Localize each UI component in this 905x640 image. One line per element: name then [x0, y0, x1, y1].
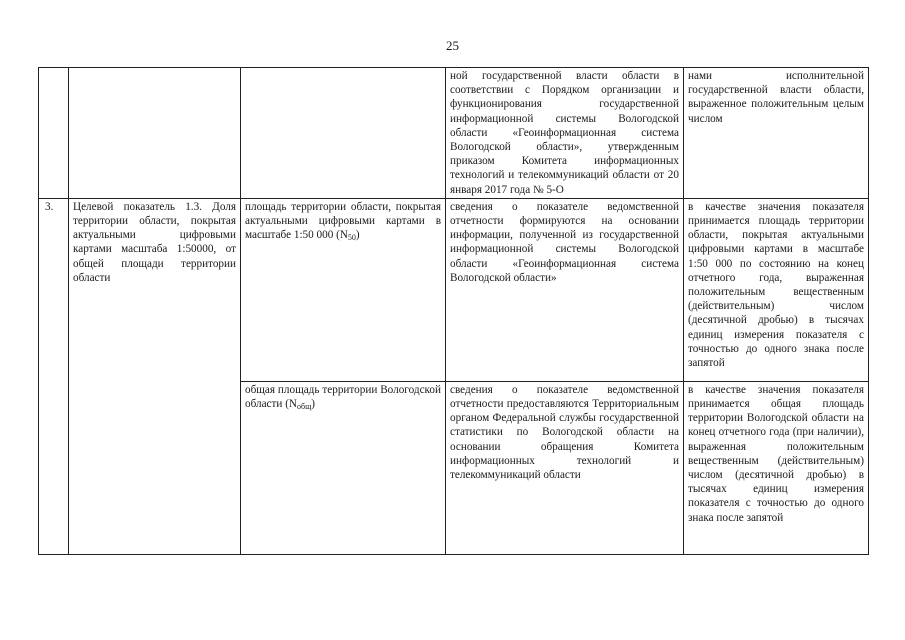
indicator-cell: Целевой показатель 1.3. Доля территории области, покрытая актуальными цифровыми картами масштаба 1:50000, от общей площади территории области	[69, 198, 241, 554]
source-cell: ной государственной власти области в соответствии с Порядком организации и функционирования государственной информационной системы Вологодской области «Геоинформационная система Вологодской области», утвержденным приказом Комитета информационных технологий и телекоммуникаций области от 20 января 2017 года № 5-О	[446, 68, 684, 199]
component-close: )	[355, 229, 360, 242]
method-cell: нами исполнительной государственной власти области, выраженное положительным целым числом	[684, 68, 869, 199]
table-row	[39, 198, 869, 381]
method-cell: в качестве значения показателя принимается общая площадь территории Вологодской области на конец отчетного года (при наличии), выраженная положительным вещественным (действительным) числом (десятичной дробью) в тысячах единиц измерения показателя с точностью до одного знака после запятой	[684, 381, 869, 554]
component-subscript: 50	[347, 233, 356, 243]
row-number-cell: 3.	[39, 198, 69, 554]
component-subscript: общ	[297, 402, 312, 412]
page-number: 25	[446, 38, 459, 53]
component-cell	[241, 68, 446, 199]
component-text: общая площадь территории Вологодской области (N	[245, 383, 441, 411]
indicator-cell	[69, 68, 241, 199]
indicators-table	[38, 67, 869, 555]
component-text: площадь территории области, покрытая актуальными цифровыми картами в масштабе 1:50 000 (N	[245, 200, 441, 242]
source-cell: сведения о показателе ведомственной отчетности предоставляются Территориальным органом Федеральной службы государственной статистики по Вологодской области на основании обращения Комитета информационных технологий и телекоммуникаций области	[446, 381, 684, 554]
component-cell	[241, 198, 446, 381]
source-cell: сведения о показателе ведомственной отчетности формируются на основании информации, полученной из государственной информационной системы Вологодской области «Геоинформационная система Вологодской области»	[446, 198, 684, 381]
component-close: )	[311, 398, 315, 411]
component-cell	[241, 381, 446, 554]
table-row	[39, 68, 869, 199]
row-number-cell	[39, 68, 69, 199]
method-cell: в качестве значения показателя принимается площадь территории области, покрытая актуальными цифровыми картами в масштабе 1:50 000 по состоянию на конец отчетного года, выраженная положительным вещественным (действительным) числом (десятичной дробью) в тысячах единиц измерения показателя с точностью до одного знака после запятой	[684, 198, 869, 381]
